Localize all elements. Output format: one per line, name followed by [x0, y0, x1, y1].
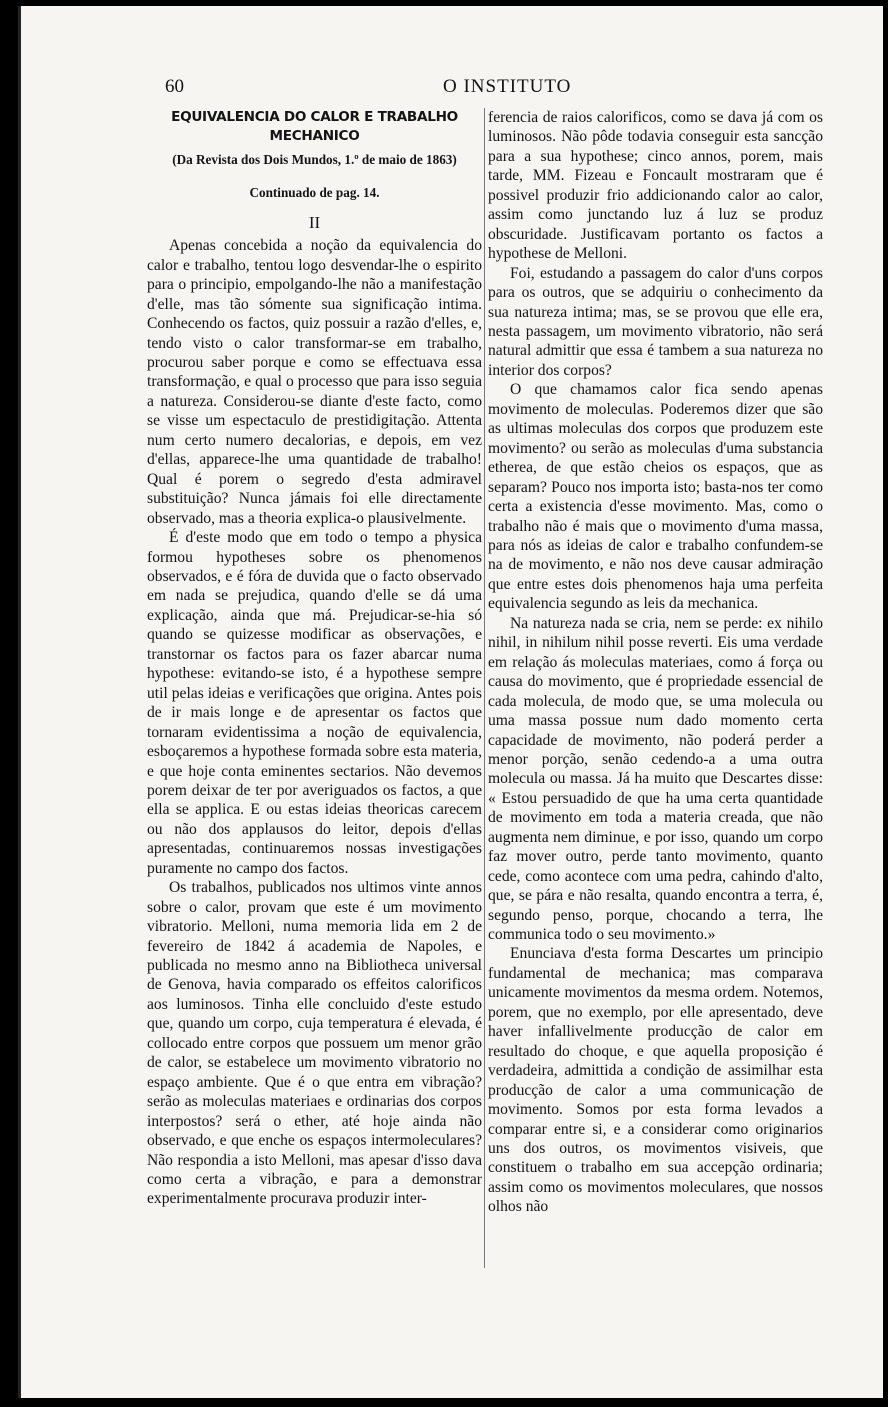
paragraph: Apenas concebida a noção da equivalencia do calor e trabalho, tentou logo desvendar-lhe o espirito para o principio, empolgando-lhe não a manifestação d'elle, mas tão sómente sua significação intima. Conhecendo os factos, quiz possuir a razão d'elles, e, tendo visto o calor transformar-se em trabalho, procurou saber porque e como se effectuava essa transformação, e qual o processo que para isso seguia a natureza. Considerou-se diante d'este facto, como se visse um espectaculo de prestidigitação. Attenta num certo numero decalorias, e depois, em vez d'ellas, apparece-lhe uma quantidade de trabalho! Qual é porem o segredo d'esta admiravel substituição? Nunca jámais foi elle directamente observado, mas a theoria explica-o plausivelmente.	[147, 237, 482, 527]
paragraph: É d'este modo que em todo o tempo a physica formou hypotheses sobre os phenomenos observados, e é fóra de duvida que o facto observado em nada se prejudica, quando d'elle se dá uma explicação, ainda que má. Prejudicar-se-hia só quando se quizesse modificar as observações, e transtornar os factos para os fazer abarcar numa hypothese: evitando-se isto, é a hypothese sempre util pelas ideias e verificações que origina. Antes pois de ir mais longe e de apresentar os factos que tornaram evidentissima a noção de equivalencia, esboçaremos a hypothese formada sobre esta materia, e que hoje conta eminentes sectarios. Não devemos porem deixar de ter por averiguados os factos, a que ella se applica. E ou estas ideias theoricas carecem ou não dos applausos do leitor, depois d'ellas apresentadas, continuaremos nossas investigações puramente no campo dos factos.	[147, 529, 482, 877]
paragraph: Na natureza nada se cria, nem se perde: ex nihilo nihil, in nihilum nihil posse reverti. Eis uma verdade em relação ás moleculas materiaes, como á força ou causa do movimento, que é propriedade essencial de cada molecula, de modo que, se uma molecula ou uma massa possue num dado momento certa capacidade de movimento, não poderá perder a menor porção, senão cedendo-a a uma outra molecula ou massa. Já ha muito que Descartes disse: « Estou persuadido de que ha uma certa quantidade de movimento em toda a materia creada, que não augmenta nem diminue, e por isso, quando um corpo faz mover outro, perde tanto movimento, quanto cede, como acontece com uma pedra, cahindo d'alto, que, se pára e não resalta, quando encontra a terra, é, segundo penso, porque, chocando a terra, lhe communica todo o seu movimento.»	[488, 614, 823, 944]
right-column	[488, 108, 823, 1217]
paragraph: Os trabalhos, publicados nos ultimos vinte annos sobre o calor, provam que este é um movimento vibratorio. Melloni, numa memoria lida em 2 de fevereiro de 1842 á academia de Napoles, e publicada no mesmo anno na Bibliotheca universal de Genova, havia comparado os effeitos calorificos aos luminosos. Tinha elle concluido d'este estudo que, quando um corpo, cuja temperatura é elevada, é collocado entre corpos que possuem um menor grão de calor, se estabelece um movimento vibratorio no espaço ambiente. Que é o que entra em vibração? serão as moleculas materiaes e ordinarias dos corpos interpostos? será o ether, até hoje ainda não observado, e que enche os espaços intermoleculares? Não respondia a isto Melloni, mas apesar d'isso dava como certa a vibração, e para a demonstrar experimentalmente procurava produzir inter-	[147, 879, 482, 1208]
paragraph: Foi, estudando a passagem do calor d'uns corpos para os outros, que se adquiriu o conhecimento da sua natureza intima; mas, se se provou que elle era, nesta passagem, um movimento vibratorio, não será natural admittir que essa é tambem a sua natureza no interior dos corpos?	[488, 264, 823, 379]
left-column	[147, 108, 482, 1209]
continued-note: Continuado de pag. 14.	[249, 185, 380, 201]
page-number: 60	[165, 76, 184, 97]
article-source: (Da Revista dos Dois Mundos, 1.º de maio de 1863)	[172, 151, 457, 167]
paragraph: Enunciava d'esta forma Descartes um principio fundamental de mechanica; mas comparava unicamente movimentos da mesma ordem. Notemos, porem, que no exemplo, por elle apresentado, deve haver infallivelmente producção de calor em resultado do choque, e que aquella proposição é verdadeira, admittida a condição de assimilhar esta producção de calor a uma communicação de movimento. Somos por esta forma levados a comparar entre si, e a considerar como originarios uns dos outros, os movimentos visiveis, que constituem o trabalho em sua accepção ordinaria; assim como os movimentos moleculares, que nossos olhos não	[488, 945, 823, 1216]
article-title: EQUIVALENCIA DO CALOR E TRABALHO MECHANICO	[171, 109, 458, 145]
column-divider	[484, 108, 485, 1268]
journal-title: O INSTITUTO	[443, 76, 572, 97]
paragraph: O que chamamos calor fica sendo apenas movimento de moleculas. Poderemos dizer que são as ultimas moleculas dos corpos que produzem este movimento? ou serão as moleculas d'uma substancia etherea, de que estão cheios os espaços, que as separam? Pouco nos importa isto; basta-nos ter como certa a existencia d'esse movimento. Mas, como o trabalho não é mais que o movimento d'uma massa, para nós as ideias de calor e trabalho confundem-se na de movimento, e não nos deve causar admiração que entre estes dois phenomenos haja uma perfeita equivalencia segundo as leis da mechanica.	[488, 381, 823, 613]
section-number: II	[308, 212, 321, 232]
paragraph: ferencia de raios calorificos, como se dava já com os luminosos. Não pôde todavia conseguir esta sancção para a sua hypothese; cinco annos, porem, mais tarde, MM. Fizeau e Foncault mostraram que é possivel produzir frio addicionando calor ao calor, assim como junctando luz á luz se produz obscuridade. Justificavam portanto os factos a hypothese de Melloni.	[488, 109, 823, 263]
